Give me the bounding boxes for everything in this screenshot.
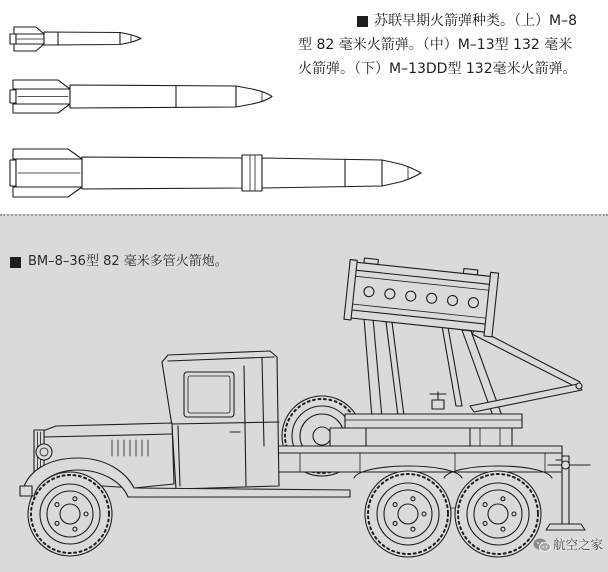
rear-wheel-front bbox=[365, 471, 451, 557]
rockets-caption-line-3: 火箭弹。（下）M–13DD型 132毫米火箭弹。 bbox=[298, 61, 577, 77]
cab-window bbox=[184, 372, 234, 417]
rear-wheel-rear bbox=[455, 471, 541, 557]
caption-bullet-icon bbox=[357, 16, 368, 27]
launcher-platform bbox=[330, 414, 522, 446]
bm-8-36-truck-drawing bbox=[20, 257, 590, 557]
launcher-caption: BM–8–36型 82 毫米多管火箭炮。 bbox=[28, 254, 228, 269]
launcher-support-frame bbox=[364, 318, 582, 418]
rocket-m13-drawing bbox=[10, 80, 272, 113]
caption-bullet-icon bbox=[10, 257, 21, 268]
wechat-logo-icon bbox=[533, 537, 551, 553]
watermark bbox=[533, 536, 605, 556]
rocket-m8-drawing bbox=[10, 27, 141, 51]
rockets-caption-line-1: 苏联早期火箭弹种类。（上）M–8 bbox=[374, 13, 577, 29]
rocket-m13dd-drawing bbox=[10, 149, 421, 197]
headlamp bbox=[36, 444, 52, 460]
truck-cab bbox=[162, 351, 279, 489]
rockets-caption-line-2: 型 82 毫米火箭弹。（中）M–13型 132 毫米 bbox=[298, 37, 573, 53]
truck-bed bbox=[272, 446, 562, 472]
front-bumper bbox=[20, 486, 32, 496]
watermark-text: 航空之家 bbox=[553, 537, 604, 552]
